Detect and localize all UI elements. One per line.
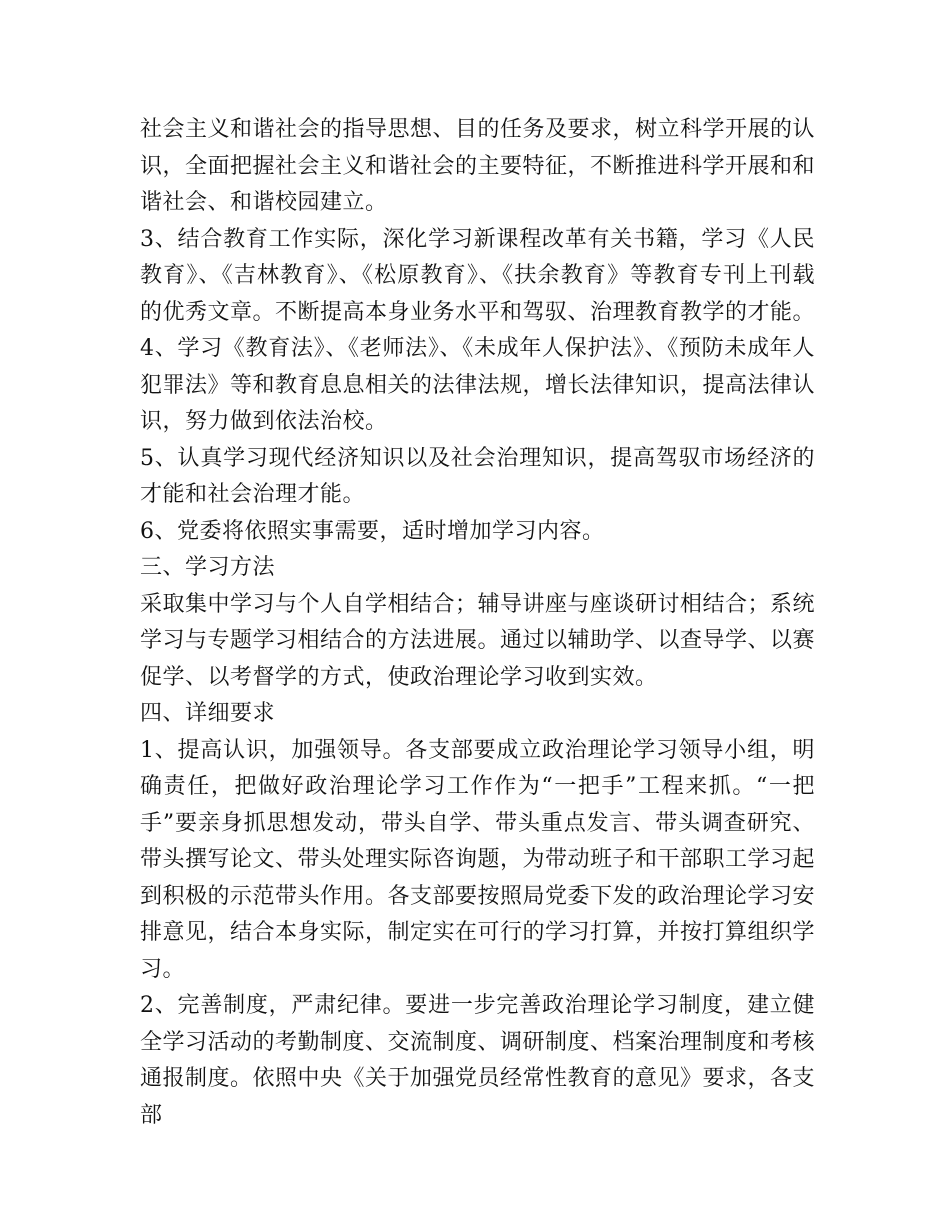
paragraph-requirement-1: 1、提高认识，加强领导。各支部要成立政治理论学习领导小组，明确责任，把做好政治理论学习工作作为“一把手”工程来抓。“一把手”要亲身抓思想发动，带头自学、带头重点发言、带头调查研究、带头撰写论文、带头处理实际咨询题，为带动班子和干部职工学习起到积极的示范带头作用。各支部要按照局党委下发的政治理论学习安排意见，结合本身实际，制定实在可行的学习打算，并按打算组织学习。 (140, 737, 816, 982)
document-page (140, 112, 815, 1134)
section-heading-requirements: 四、详细要求 (140, 701, 276, 726)
paragraph-item-6: 6、党委将依照实事需要，适时增加学习内容。 (140, 518, 605, 544)
paragraph-item-5: 5、认真学习现代经济知识以及社会治理知识，提高驾驭市场经济的才能和社会治理才能。 (140, 445, 815, 507)
section-heading-study-methods: 三、学习方法 (140, 555, 276, 580)
paragraph-harmonious-society: 社会主义和谐社会的指导思想、目的任务及要求，树立科学开展的认识，全面把握社会主义和谐社会的主要特征，不断推进科学开展和和谐社会、和谐校园建立。 (140, 117, 816, 215)
paragraph-item-4: 4、学习《教育法》、《老师法》、《未成年人保护法》、《预防未成年人犯罪法》等和教育息息相关的法律法规，增长法律知识，提高法律认识，努力做到依法治校。 (140, 336, 816, 434)
paragraph-item-3: 3、结合教育工作实际，深化学习新课程改革有关书籍，学习《人民教育》、《吉林教育》、《松原教育》、《扶余教育》等教育专刊上刊载的优秀文章。不断提高本身业务水平和驾驭、治理教育教学的才能。 (140, 226, 816, 325)
paragraph-requirement-2: 2、完善制度，严肃纪律。要进一步完善政治理论学习制度，建立健全学习活动的考勤制度、交流制度、调研制度、档案治理制度和考核通报制度。依照中央《关于加强党员经常性教育的意见》要求，各支部 (140, 993, 816, 1128)
paragraph-study-methods: 采取集中学习与个人自学相结合；辅导讲座与座谈研讨相结合；系统学习与专题学习相结合的方法进展。通过以辅助学、以查导学、以赛促学、以考督学的方式，使政治理论学习收到实效。 (140, 591, 816, 690)
